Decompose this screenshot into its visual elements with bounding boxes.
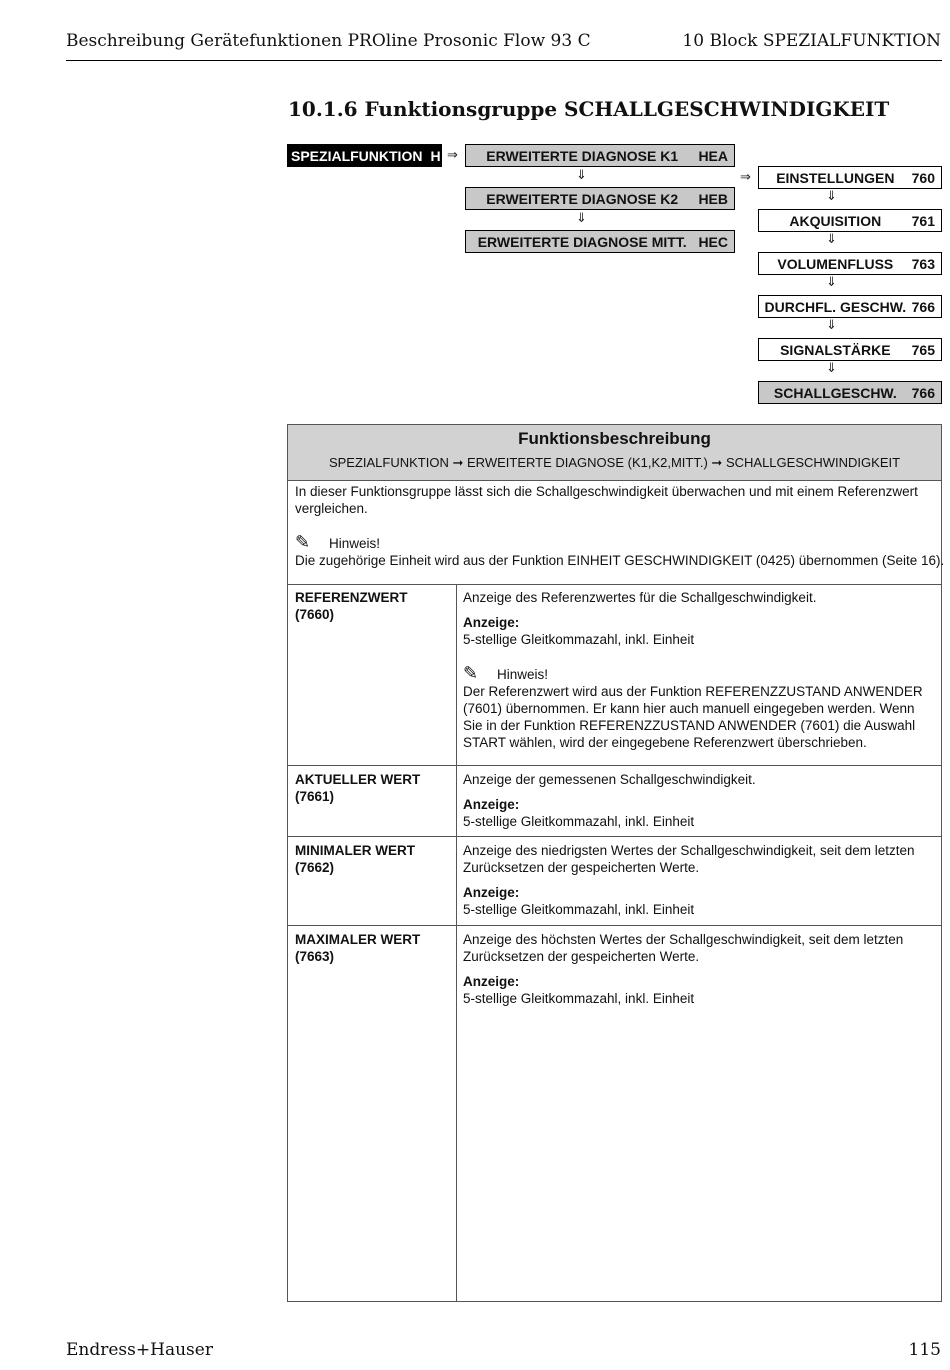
group-box-k1 bbox=[465, 144, 735, 167]
row-divider bbox=[288, 836, 941, 837]
function-label: SIGNALSTÄRKE bbox=[780, 341, 891, 358]
note-text: Der Referenzwert wird aus der Funktion REFERENZZUSTAND ANWENDER (7601) übernommen. Er kann hier auch manuell eingegeben werden. Wenn Sie in der Funktion REFERENZZUSTAND ANWENDER (7601) die Auswahl START wählen, wird der eingegebene Referenzwert überschrieben. bbox=[463, 684, 923, 750]
display-label: Anzeige: bbox=[463, 885, 520, 900]
function-text-cell bbox=[463, 931, 937, 1007]
display-label: Anzeige: bbox=[463, 797, 520, 812]
function-text: Anzeige der gemessenen Schallgeschwindigkeit. bbox=[463, 772, 756, 787]
group-label: ERWEITERTE DIAGNOSE K2 bbox=[486, 190, 679, 207]
function-box-einstellungen bbox=[758, 166, 942, 189]
function-label: AKQUISITION bbox=[789, 212, 882, 229]
function-name: MINIMALER WERT bbox=[295, 843, 415, 858]
intro-text: In dieser Funktionsgruppe lässt sich die Schallgeschwindigkeit überwachen und mit einem Referenzwert vergleichen. bbox=[295, 484, 918, 516]
arrow-down-icon: ⇓ bbox=[826, 318, 837, 333]
menu-path-step: ERWEITERTE DIAGNOSE (K1,K2,MITT.) bbox=[467, 455, 708, 470]
header-chapter-title: 10 Block SPEZIALFUNKTION bbox=[682, 31, 941, 51]
function-name-cell bbox=[295, 771, 420, 805]
arrow-right-icon: ⇒ bbox=[447, 148, 458, 163]
function-text: Anzeige des niedrigsten Wertes der Schallgeschwindigkeit, seit dem letzten Zurücksetzen der gespeicherten Werte. bbox=[463, 843, 915, 875]
function-name: AKTUELLER WERT bbox=[295, 772, 421, 787]
group-code: HEB bbox=[698, 190, 728, 207]
function-text: Anzeige des höchsten Wertes der Schallgeschwindigkeit, seit dem letzten Zurücksetzen der gespeicherten Werte. bbox=[463, 932, 904, 964]
function-box-akquisition bbox=[758, 209, 942, 232]
page-title: 10.1.6 Funktionsgruppe SCHALLGESCHWINDIGKEIT bbox=[288, 97, 890, 121]
page-number: 115 bbox=[908, 1340, 941, 1360]
root-code: H bbox=[430, 147, 441, 164]
intro-section bbox=[295, 483, 945, 569]
arrow-down-icon: ⇓ bbox=[826, 275, 837, 290]
note-text: Die zugehörige Einheit wird aus der Funktion EINHEIT GESCHWINDIGKEIT (0425) übernommen (Seite 16). bbox=[295, 553, 945, 568]
function-code: 760 bbox=[911, 169, 935, 186]
function-text-cell bbox=[463, 771, 937, 830]
function-label: DURCHFL. GESCHW. bbox=[764, 298, 907, 315]
function-code: (7662) bbox=[295, 860, 335, 875]
group-label: ERWEITERTE DIAGNOSE K1 bbox=[486, 147, 679, 164]
function-text-cell bbox=[463, 842, 937, 918]
function-name-cell bbox=[295, 931, 420, 965]
header-rule bbox=[66, 60, 942, 61]
function-code: (7663) bbox=[295, 949, 335, 964]
pencil-icon: ✎ bbox=[295, 532, 311, 553]
function-label: VOLUMENFLUSS bbox=[777, 255, 894, 272]
display-text: 5-stellige Gleitkommazahl, inkl. Einheit bbox=[463, 632, 695, 647]
arrow-down-icon: ⇓ bbox=[826, 361, 837, 376]
function-box-volumenfluss bbox=[758, 252, 942, 275]
path-arrow-icon: ➞ bbox=[452, 455, 464, 470]
menu-path-step: SCHALLGESCHWINDIGKEIT bbox=[725, 455, 901, 470]
footer-brand: Endress+Hauser bbox=[66, 1340, 213, 1360]
function-label: SCHALLGESCHW. bbox=[773, 384, 897, 401]
function-code: 766 bbox=[911, 384, 935, 401]
display-text: 5-stellige Gleitkommazahl, inkl. Einheit bbox=[463, 991, 695, 1006]
menu-path-step: SPEZIALFUNKTION bbox=[328, 455, 449, 470]
function-name-cell bbox=[295, 842, 415, 876]
function-label: EINSTELLUNGEN bbox=[776, 169, 895, 186]
function-name: REFERENZWERT bbox=[295, 590, 408, 605]
path-arrow-icon: ➞ bbox=[711, 455, 723, 470]
display-label: Anzeige: bbox=[463, 974, 520, 989]
function-box-signalstaerke bbox=[758, 338, 942, 361]
arrow-down-icon: ⇓ bbox=[826, 232, 837, 247]
group-box-mitt bbox=[465, 230, 735, 253]
group-box-k2 bbox=[465, 187, 735, 210]
description-heading: Funktionsbeschreibung bbox=[518, 429, 711, 448]
note-label: Hinweis! bbox=[497, 667, 549, 682]
menu-path bbox=[288, 455, 941, 471]
function-description-table bbox=[287, 424, 945, 1302]
arrow-down-icon: ⇓ bbox=[576, 168, 587, 183]
function-name-cell bbox=[295, 589, 408, 623]
display-label: Anzeige: bbox=[463, 615, 520, 630]
header-document-title: Beschreibung Gerätefunktionen PROline Prosonic Flow 93 C bbox=[66, 31, 591, 51]
function-box-schallgeschw bbox=[758, 381, 942, 404]
function-text-cell bbox=[463, 589, 937, 751]
row-divider bbox=[288, 765, 941, 766]
arrow-down-icon: ⇓ bbox=[826, 189, 837, 204]
note-label: Hinweis! bbox=[329, 536, 381, 551]
arrow-down-icon: ⇓ bbox=[576, 211, 587, 226]
description-header bbox=[288, 425, 941, 481]
row-divider bbox=[288, 584, 941, 585]
diagram-root-box bbox=[287, 144, 442, 167]
group-code: HEC bbox=[698, 233, 728, 250]
function-code: (7660) bbox=[295, 607, 335, 622]
group-label: ERWEITERTE DIAGNOSE MITT. bbox=[477, 233, 687, 250]
display-text: 5-stellige Gleitkommazahl, inkl. Einheit bbox=[463, 902, 695, 917]
function-name: MAXIMALER WERT bbox=[295, 932, 421, 947]
function-code: 765 bbox=[911, 341, 935, 358]
function-code: (7661) bbox=[295, 789, 335, 804]
function-code: 766 bbox=[911, 298, 935, 315]
pencil-icon: ✎ bbox=[463, 663, 479, 684]
function-code: 763 bbox=[911, 255, 935, 272]
function-text: Anzeige des Referenzwertes für die Schallgeschwindigkeit. bbox=[463, 590, 817, 605]
arrow-right-icon: ⇒ bbox=[740, 170, 751, 185]
function-code: 761 bbox=[911, 212, 935, 229]
group-code: HEA bbox=[698, 147, 728, 164]
display-text: 5-stellige Gleitkommazahl, inkl. Einheit bbox=[463, 814, 695, 829]
column-divider bbox=[456, 584, 457, 1301]
function-box-durchfl-geschw bbox=[758, 295, 942, 318]
root-label: SPEZIALFUNKTION bbox=[291, 147, 423, 164]
row-divider bbox=[288, 925, 941, 926]
